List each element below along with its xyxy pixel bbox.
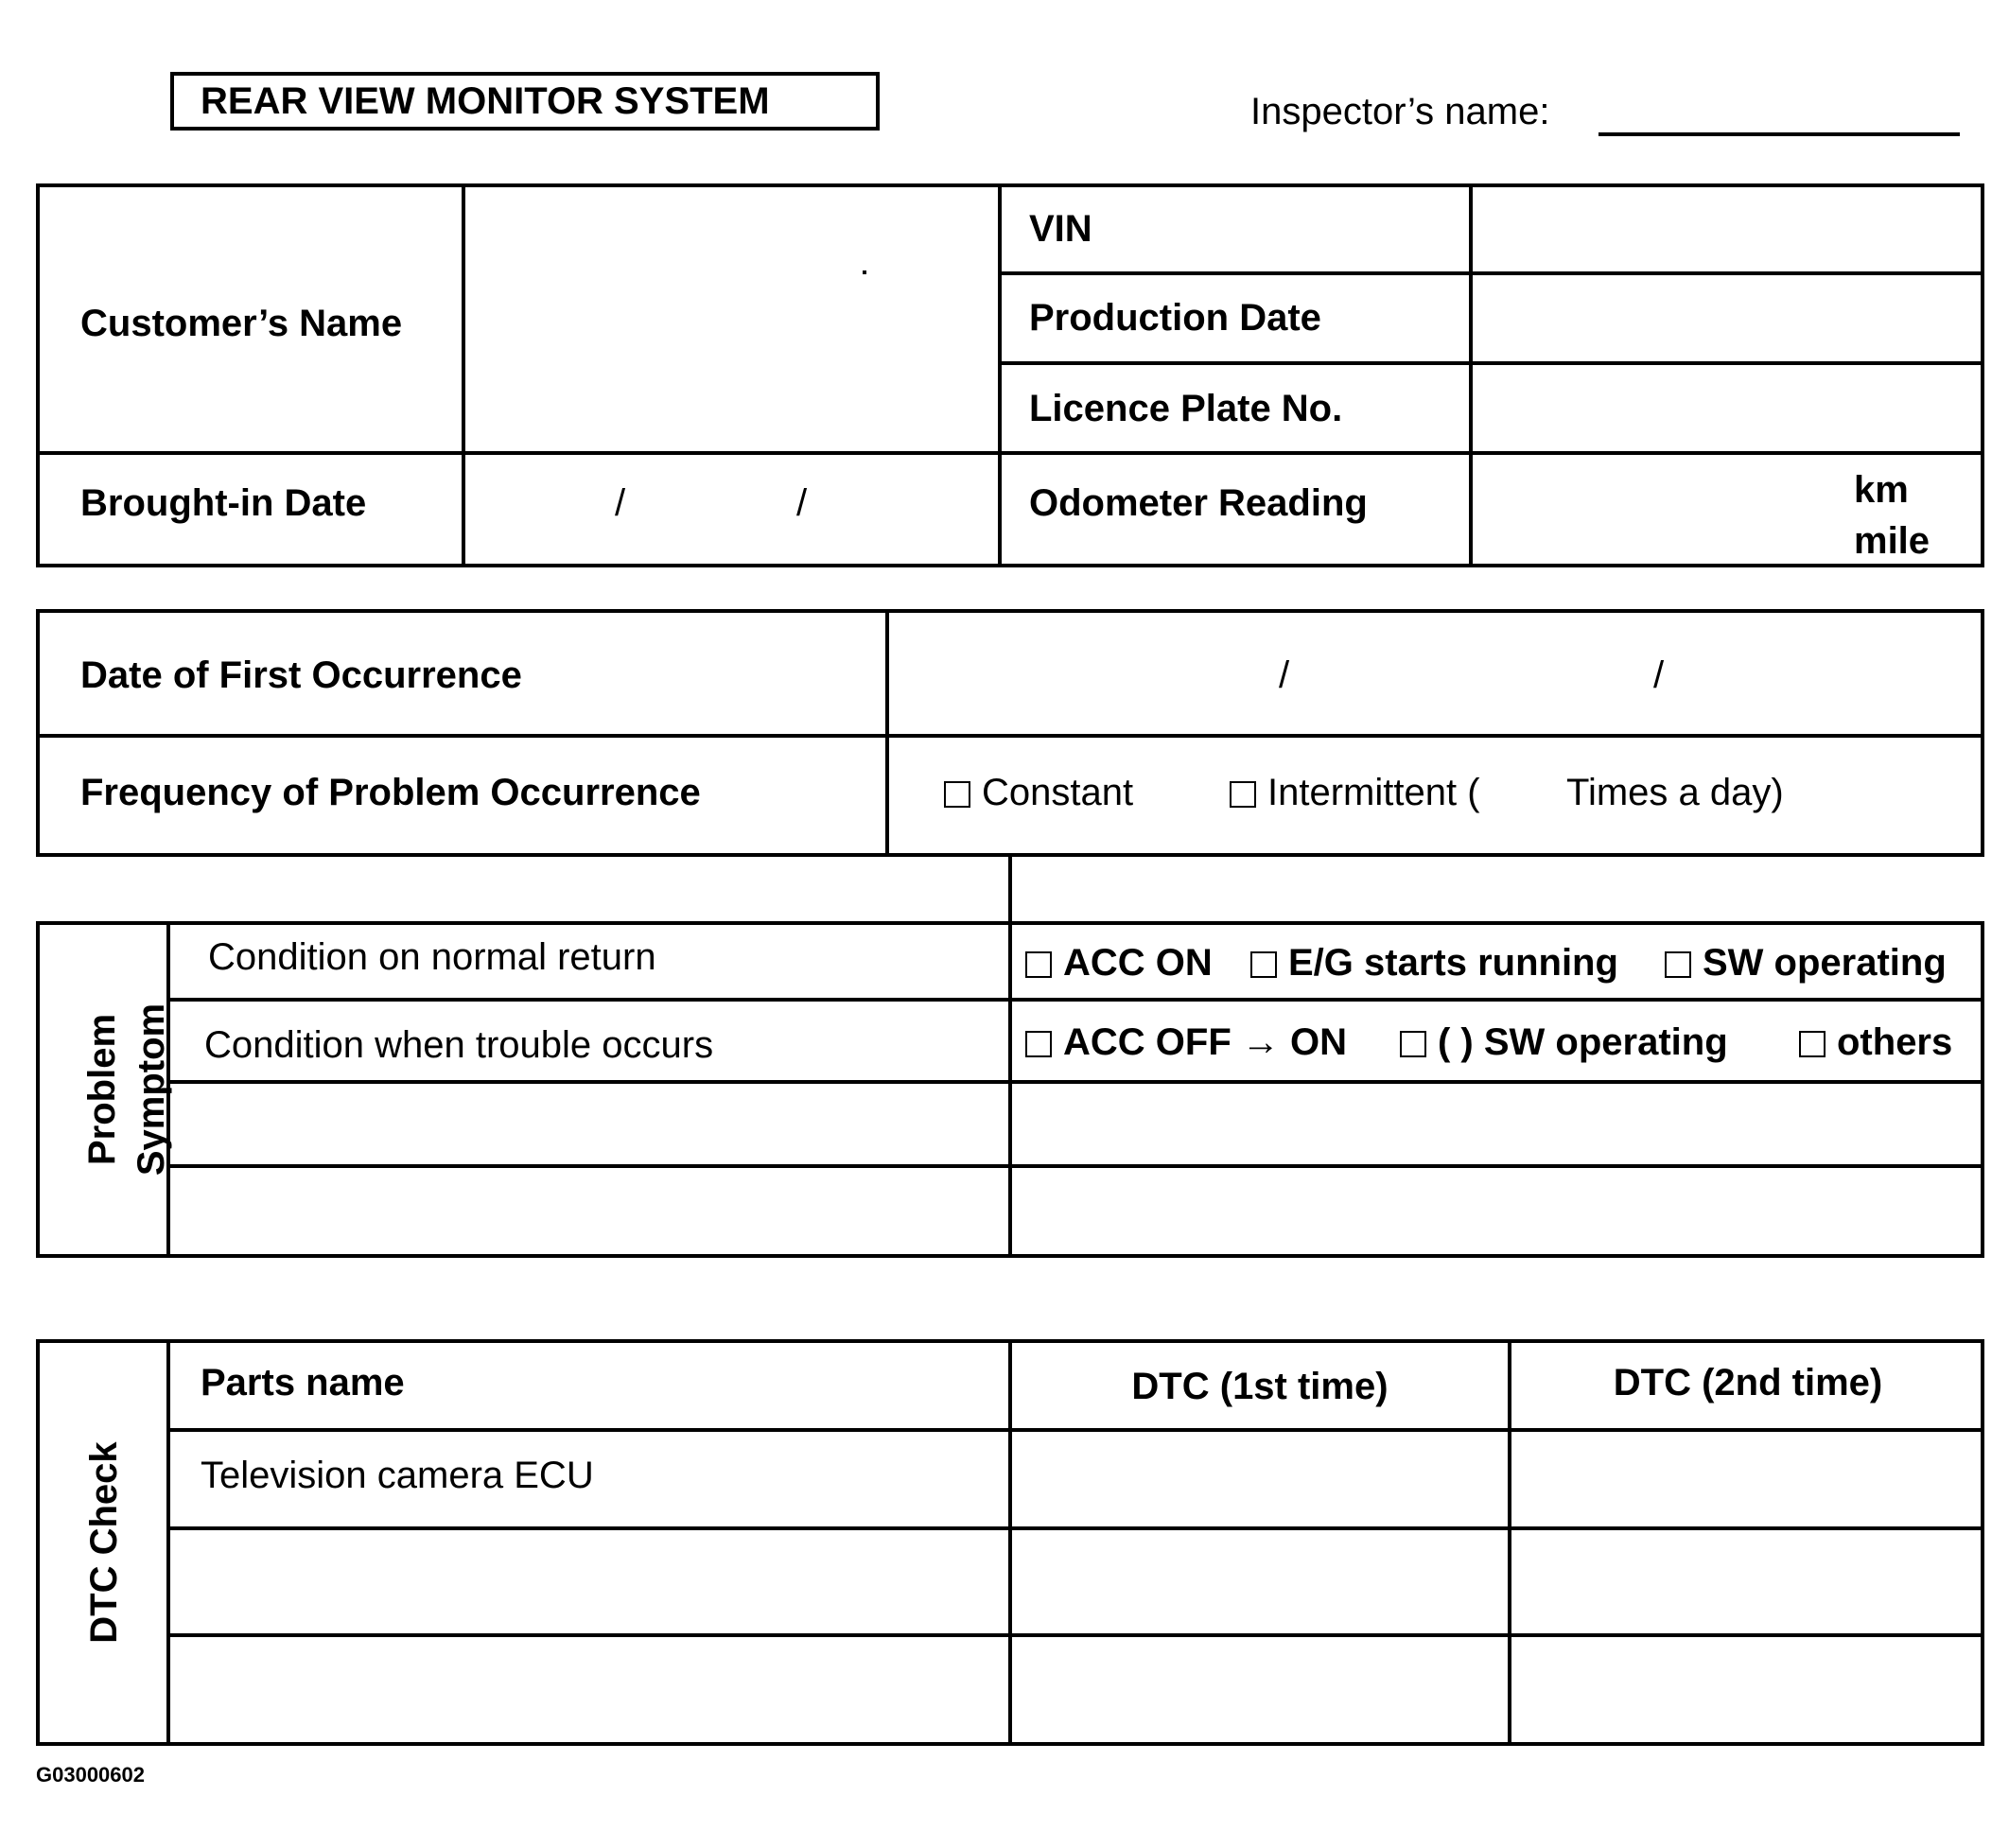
others-checkbox[interactable] [1799, 1031, 1826, 1057]
vin-label: VIN [1029, 208, 1092, 250]
times-a-day-label: Times a day) [1566, 772, 1784, 813]
option-eg-starts-running[interactable]: E/G starts running [1250, 942, 1618, 985]
option-others[interactable]: others [1799, 1021, 1952, 1064]
constant-option[interactable] [944, 772, 1133, 814]
licence-plate-label: Licence Plate No. [1029, 388, 1343, 429]
customer-name-label: Customer’s Name [80, 303, 403, 344]
intermittent-checkbox[interactable] [1230, 781, 1256, 808]
col-header-parts-name: Parts name [201, 1362, 405, 1403]
table-divider [36, 734, 1984, 738]
dtc-blank-cell[interactable] [1511, 1530, 1981, 1633]
symptom-blank-cell[interactable] [170, 1084, 1008, 1164]
table-divider [998, 183, 1002, 567]
unit-mile: mile [1854, 520, 1930, 562]
form-title: REAR VIEW MONITOR SYSTEM [170, 72, 880, 131]
symptom-blank-cell[interactable] [1012, 1084, 1981, 1164]
brought-in-date-label: Brought-in Date [80, 482, 367, 524]
date-separator: / [615, 482, 626, 524]
condition-normal-return-label: Condition on normal return [208, 936, 656, 978]
table-divider [166, 998, 1984, 1002]
custom-sw-operating-checkbox[interactable] [1400, 1031, 1426, 1057]
odometer-label: Odometer Reading [1029, 482, 1368, 524]
intermittent-option[interactable] [1230, 772, 1480, 814]
col-header-dtc-second: DTC (2nd time) [1613, 1362, 1883, 1403]
symptom-blank-cell[interactable] [1012, 1168, 1981, 1254]
dtc-blank-cell[interactable] [170, 1530, 1008, 1633]
acc-on-checkbox[interactable] [1025, 951, 1052, 978]
production-date-field[interactable] [1473, 275, 1981, 361]
dtc-first-cell[interactable] [1012, 1432, 1508, 1526]
figure-id: G03000602 [36, 1763, 145, 1787]
stray-dot [863, 270, 866, 274]
option-acc-off-on[interactable]: ACC OFF → ON [1025, 1021, 1347, 1064]
inspector-name-label: Inspector’s name: [1250, 91, 1550, 132]
dtc-check-section-label: DTC Check [83, 1441, 125, 1644]
option-custom-sw-operating[interactable]: ( ) SW operating [1400, 1021, 1728, 1064]
odometer-field[interactable] [1473, 455, 1842, 564]
constant-checkbox[interactable] [944, 781, 970, 808]
date-separator: / [1279, 654, 1290, 696]
constant-option-label: Constant [982, 772, 1134, 813]
condition-trouble-occurs-label: Condition when trouble occurs [204, 1024, 714, 1066]
acc-off-on-checkbox[interactable] [1025, 1031, 1052, 1057]
dtc-second-cell[interactable] [1511, 1432, 1981, 1526]
brought-in-date-field[interactable] [465, 455, 998, 564]
date-separator: / [1653, 654, 1665, 696]
sw-operating-checkbox[interactable] [1665, 951, 1691, 978]
dtc-blank-cell[interactable] [1012, 1637, 1508, 1742]
option-sw-operating[interactable]: SW operating [1665, 942, 1947, 985]
first-occurrence-field[interactable] [889, 613, 1981, 734]
problem-symptom-section-label-1: Problem [81, 1013, 123, 1166]
connector-line [1008, 857, 1012, 923]
vin-field[interactable] [1473, 187, 1981, 271]
production-date-label: Production Date [1029, 297, 1321, 339]
option-acc-on[interactable]: ACC ON [1025, 942, 1213, 985]
intermittent-option-label: Intermittent ( [1267, 772, 1480, 813]
date-separator: / [796, 482, 808, 524]
symptom-blank-cell[interactable] [170, 1168, 1008, 1254]
dtc-blank-cell[interactable] [1012, 1530, 1508, 1633]
customer-name-field[interactable] [465, 187, 998, 451]
part-television-camera-ecu: Television camera ECU [201, 1455, 594, 1496]
problem-symptom-section-label-2: Symptom [131, 1002, 172, 1177]
inspector-name-line[interactable] [1598, 132, 1960, 136]
col-header-dtc-first: DTC (1st time) [1131, 1366, 1389, 1407]
frequency-label: Frequency of Problem Occurrence [80, 772, 701, 813]
first-occurrence-label: Date of First Occurrence [80, 654, 522, 696]
dtc-blank-cell[interactable] [170, 1637, 1008, 1742]
dtc-blank-cell[interactable] [1511, 1637, 1981, 1742]
eg-starts-running-checkbox[interactable] [1250, 951, 1277, 978]
licence-plate-field[interactable] [1473, 365, 1981, 451]
unit-km: km [1854, 469, 1909, 511]
